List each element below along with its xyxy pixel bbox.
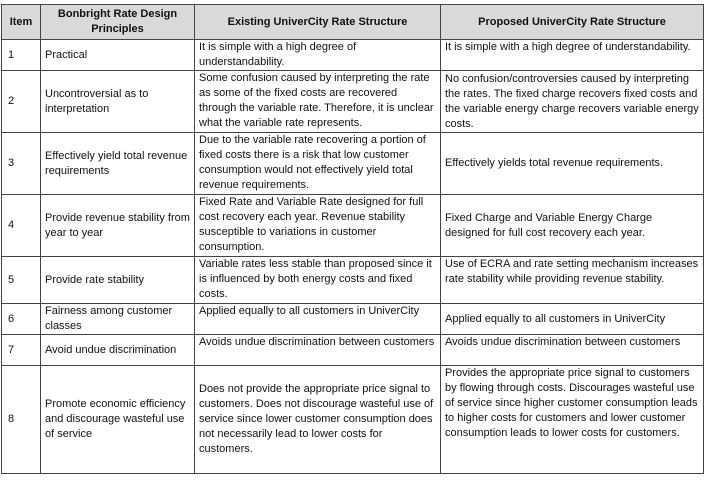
row-proposed: Applied equally to all customers in UniverCity bbox=[441, 304, 704, 335]
row-principle: Fairness among customer classes bbox=[41, 304, 195, 335]
table-row bbox=[2, 335, 704, 366]
rate-comparison-table-wrapper bbox=[1, 4, 704, 474]
row-principle: Effectively yield total revenue requirements bbox=[41, 133, 195, 195]
row-proposed: Use of ECRA and rate setting mechanism increases rate stability while providing revenue stability. bbox=[441, 257, 704, 304]
row-principle: Promote economic efficiency and discourage wasteful use of service bbox=[41, 366, 195, 474]
table-row bbox=[2, 133, 704, 195]
row-item-number: 8 bbox=[2, 366, 41, 474]
rate-comparison-table bbox=[1, 4, 704, 474]
table-row bbox=[2, 257, 704, 304]
row-proposed: It is simple with a high degree of understandability. bbox=[441, 40, 704, 71]
table-row bbox=[2, 40, 704, 71]
row-item-number: 5 bbox=[2, 257, 41, 304]
row-item-number: 6 bbox=[2, 304, 41, 335]
row-proposed: No confusion/controversies caused by interpreting the rates. The fixed charge recovers fixed costs and the variable energy charge recovers variable energy costs. bbox=[441, 71, 704, 133]
row-item-number: 1 bbox=[2, 40, 41, 71]
header-item: Item bbox=[2, 5, 41, 40]
row-item-number: 3 bbox=[2, 133, 41, 195]
row-existing: Does not provide the appropriate price signal to customers. Does not discourage wasteful use of service since lower customer consumption does not necessarily lead to lower costs for customers. bbox=[195, 366, 441, 474]
table-row bbox=[2, 366, 704, 474]
row-existing: Due to the variable rate recovering a portion of fixed costs there is a risk that low customer consumption would not effectively yield total revenue requirements. bbox=[195, 133, 441, 195]
row-item-number: 2 bbox=[2, 71, 41, 133]
table-row bbox=[2, 195, 704, 257]
row-proposed: Avoids undue discrimination between customers bbox=[441, 335, 704, 366]
header-proposed: Proposed UniverCity Rate Structure bbox=[441, 5, 704, 40]
row-proposed: Fixed Charge and Variable Energy Charge designed for full cost recovery each year. bbox=[441, 195, 704, 257]
row-principle: Provide rate stability bbox=[41, 257, 195, 304]
row-existing: Avoids undue discrimination between customers bbox=[195, 335, 441, 366]
row-existing: Variable rates less stable than proposed since it is influenced by both energy costs and fixed costs. bbox=[195, 257, 441, 304]
row-item-number: 7 bbox=[2, 335, 41, 366]
table-row bbox=[2, 71, 704, 133]
row-principle: Practical bbox=[41, 40, 195, 71]
row-proposed: Provides the appropriate price signal to customers by flowing through costs. Discourages wasteful use of service since higher customer consumption leads to higher costs for customers and lower customer consumption leads to lower costs for customers. bbox=[441, 366, 704, 474]
header-principles: Bonbright Rate Design Principles bbox=[41, 5, 195, 40]
row-existing: Fixed Rate and Variable Rate designed for full cost recovery each year. Revenue stability susceptible to variations in customer consumption. bbox=[195, 195, 441, 257]
table-row bbox=[2, 304, 704, 335]
row-principle: Provide revenue stability from year to year bbox=[41, 195, 195, 257]
row-existing: Some confusion caused by interpreting the rate as some of the fixed costs are recovered through the variable rate. Therefore, it is unclear what the variable rate represents. bbox=[195, 71, 441, 133]
table-header-row bbox=[2, 5, 704, 40]
row-item-number: 4 bbox=[2, 195, 41, 257]
row-proposed: Effectively yields total revenue requirements. bbox=[441, 133, 704, 195]
row-existing: Applied equally to all customers in UniverCity bbox=[195, 304, 441, 335]
row-principle: Avoid undue discrimination bbox=[41, 335, 195, 366]
row-existing: It is simple with a high degree of understandability. bbox=[195, 40, 441, 71]
row-principle: Uncontroversial as to interpretation bbox=[41, 71, 195, 133]
header-existing: Existing UniverCity Rate Structure bbox=[195, 5, 441, 40]
